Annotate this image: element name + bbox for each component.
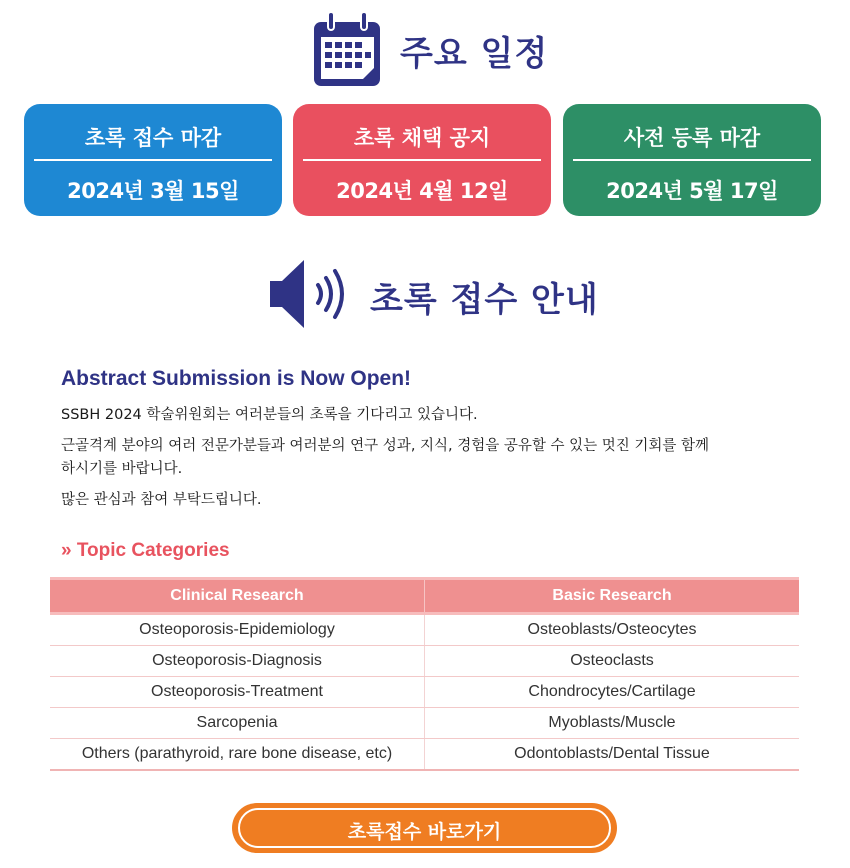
go-to-abstract-submission-button[interactable] — [232, 803, 617, 853]
card-preregistration-deadline — [563, 104, 821, 216]
speaker-icon — [268, 256, 354, 332]
table-cell: Osteoporosis-Epidemiology — [50, 614, 425, 646]
table-cell: Osteoporosis-Diagnosis — [50, 646, 425, 677]
topic-categories-table — [50, 577, 799, 771]
table-cell: Others (parathyroid, rare bone disease, etc) — [50, 739, 425, 771]
intro-paragraph-3: 하시기를 바랍니다. — [61, 461, 183, 477]
card-label: 사전 등록 마감 — [623, 126, 761, 150]
table-row — [50, 677, 799, 708]
card-abstract-deadline — [24, 104, 282, 216]
card-divider — [34, 159, 272, 161]
table-cell: Osteoblasts/Osteocytes — [425, 614, 800, 646]
column-header-basic: Basic Research — [425, 579, 800, 614]
table-cell: Osteoclasts — [425, 646, 800, 677]
topic-categories-title: » Topic Categories — [61, 540, 230, 561]
table-row — [50, 646, 799, 677]
table-row — [50, 708, 799, 739]
submission-heading: Abstract Submission is Now Open! — [61, 367, 412, 390]
table-cell: Osteoporosis-Treatment — [50, 677, 425, 708]
column-header-clinical: Clinical Research — [50, 579, 425, 614]
card-label: 초록 접수 마감 — [84, 126, 222, 150]
intro-paragraph-2: 근골격계 분야의 여러 전문가분들과 여러분의 연구 성과, 지식, 경험을 공유할 수 있는 멋진 기회를 함께 — [61, 438, 710, 454]
card-label: 초록 채택 공지 — [353, 126, 491, 150]
table-header-row — [50, 579, 799, 614]
card-acceptance-notice — [293, 104, 551, 216]
schedule-title: 주요 일정 — [400, 34, 549, 74]
schedule-header — [0, 12, 850, 90]
table-row — [50, 614, 799, 646]
table-cell: Chondrocytes/Cartilage — [425, 677, 800, 708]
intro-paragraph-1: SSBH 2024 학술위원회는 여러분들의 초록을 기다리고 있습니다. — [61, 407, 478, 423]
submission-title: 초록 접수 안내 — [370, 280, 599, 320]
table-cell: Myoblasts/Muscle — [425, 708, 800, 739]
card-date: 2024년 4월 12일 — [336, 179, 508, 203]
card-divider — [573, 159, 811, 161]
table-cell: Odontoblasts/Dental Tissue — [425, 739, 800, 771]
button-label: 초록접수 바로가기 — [347, 821, 502, 843]
card-date: 2024년 3월 15일 — [67, 179, 239, 203]
intro-paragraph-4: 많은 관심과 참여 부탁드립니다. — [61, 492, 262, 508]
table-row — [50, 739, 799, 771]
card-divider — [303, 159, 541, 161]
table-cell: Sarcopenia — [50, 708, 425, 739]
card-date: 2024년 5월 17일 — [606, 179, 778, 203]
calendar-icon — [311, 12, 387, 88]
